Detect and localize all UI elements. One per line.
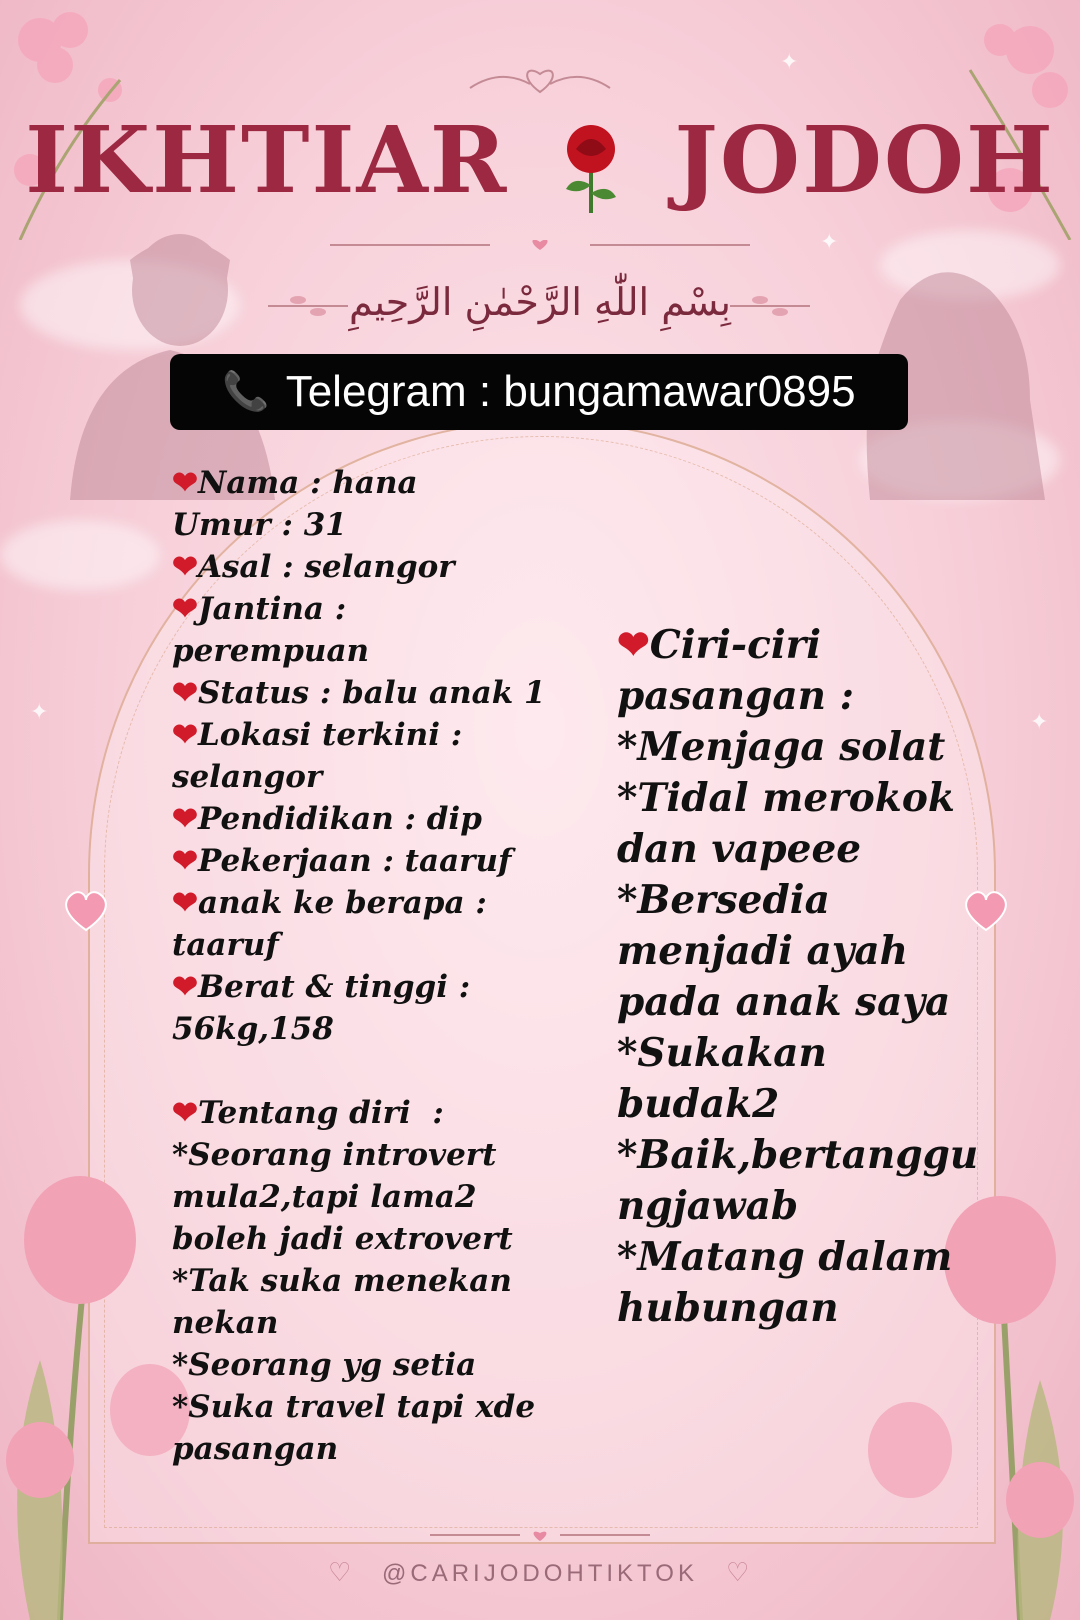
criteria-line: [617, 1130, 979, 1181]
criteria-text: budak2: [617, 1081, 780, 1127]
criteria-line: [617, 875, 957, 926]
criteria-line: [617, 671, 957, 722]
criteria-line: [617, 1181, 957, 1232]
spacer: [172, 1050, 552, 1092]
criteria-line: [617, 926, 957, 977]
heart-icon: ❤: [172, 465, 198, 501]
about-line: [172, 1428, 552, 1470]
profile-line: [172, 462, 552, 504]
cloud: [0, 520, 160, 590]
criteria-text: *Tidal merokok: [617, 775, 955, 821]
heart-icon: ❤: [172, 969, 198, 1005]
profile-text: 56kg,158: [172, 1011, 334, 1047]
criteria-line: [617, 773, 957, 824]
sparkle-icon: ✦: [30, 700, 49, 725]
criteria-text: *Menjaga solat: [617, 724, 946, 770]
heart-ornament-icon: [460, 58, 620, 98]
profile-line: [172, 630, 552, 672]
heart-icon: ❤: [172, 1095, 198, 1131]
profile-line: [172, 756, 552, 798]
sparkle-icon: ✦: [780, 50, 799, 75]
criteria-line: [617, 1079, 957, 1130]
about-line: [172, 1302, 552, 1344]
profile-line: [172, 1008, 552, 1050]
sparkle-icon: ✦: [1030, 710, 1049, 735]
telegram-text: Telegram : bungamawar0895: [285, 367, 856, 416]
title-right: JODOH: [674, 106, 1055, 214]
heart-icon: ❤: [172, 591, 198, 627]
profile-line: [172, 504, 552, 546]
profile-text: anak ke berapa :: [197, 885, 487, 921]
title-divider: [330, 240, 750, 250]
criteria-line: [617, 977, 957, 1028]
about-list: [172, 1092, 552, 1470]
about-line: [172, 1344, 552, 1386]
criteria-list: [617, 620, 979, 1334]
profile-line: [172, 840, 552, 882]
partner-criteria: [617, 620, 979, 1334]
criteria-text: *Matang dalam: [617, 1234, 953, 1280]
about-text: mula2,tapi lama2: [172, 1179, 477, 1215]
rose-icon: [556, 123, 626, 213]
profile-text: perempuan: [172, 633, 370, 669]
about-line: [172, 1386, 552, 1428]
phone-icon: 📞: [222, 371, 270, 413]
about-text: *Seorang introvert: [172, 1137, 497, 1173]
profile-text: Umur : 31: [172, 507, 347, 543]
criteria-text: menjadi ayah: [617, 928, 909, 974]
footer-handle: @CARIJODOHTIKTOK: [382, 1560, 698, 1587]
profile-line: [172, 546, 552, 588]
profile-text: Berat & tinggi :: [197, 969, 471, 1005]
profile-text: Pekerjaan : taaruf: [197, 843, 512, 879]
about-text: *Seorang yg setia: [172, 1347, 477, 1383]
about-line: [172, 1218, 552, 1260]
heart-outline-icon: ♡: [328, 1558, 352, 1588]
profile-line: [172, 672, 552, 714]
sparkle-icon: ✦: [820, 230, 839, 255]
about-text: pasangan: [172, 1431, 339, 1467]
criteria-line: [617, 620, 957, 671]
profile-list: [172, 462, 552, 1050]
profile-text: Lokasi terkini :: [197, 717, 463, 753]
heart-icon: ❤: [617, 622, 650, 668]
profile-text: Status : balu anak 1: [197, 675, 546, 711]
profile-text: Jantina :: [197, 591, 347, 627]
heart-icon: ❤: [172, 675, 198, 711]
criteria-line: [617, 1028, 957, 1079]
criteria-line: [617, 824, 957, 875]
heart-icon: ❤: [172, 843, 198, 879]
criteria-text: *Baik,bertanggu: [617, 1132, 979, 1178]
heart-icon: ❤: [172, 549, 198, 585]
criteria-line: [617, 1283, 957, 1334]
profile-details: [172, 462, 552, 1470]
profile-text: taaruf: [172, 927, 279, 963]
heart-icon: [962, 888, 1010, 932]
about-text: Tentang diri :: [197, 1095, 444, 1131]
profile-text: Nama : hana: [197, 465, 418, 501]
telegram-badge: [170, 354, 908, 430]
profile-line: [172, 882, 552, 924]
profile-text: selangor: [172, 759, 323, 795]
about-line: [172, 1260, 552, 1302]
profile-line: [172, 714, 552, 756]
criteria-text: pasangan :: [617, 673, 854, 719]
footer-divider: [430, 1528, 650, 1542]
criteria-text: pada anak saya: [617, 979, 951, 1025]
criteria-line: [617, 722, 957, 773]
criteria-line: [617, 1232, 957, 1283]
heart-icon: [62, 888, 110, 932]
criteria-text: *Sukakan: [617, 1030, 827, 1076]
about-line: [172, 1134, 552, 1176]
about-line: [172, 1092, 552, 1134]
criteria-text: ngjawab: [617, 1183, 799, 1229]
heart-outline-icon: ♡: [726, 1558, 750, 1588]
criteria-text: *Bersedia: [617, 877, 830, 923]
about-text: *Tak suka menekan: [172, 1263, 512, 1299]
title-left: IKHTIAR: [25, 106, 509, 214]
about-text: nekan: [172, 1305, 279, 1341]
page-title: [0, 106, 1080, 214]
criteria-text: hubungan: [617, 1285, 839, 1331]
profile-text: Asal : selangor: [197, 549, 455, 585]
criteria-text: dan vapeee: [617, 826, 862, 872]
heart-icon: ❤: [172, 717, 198, 753]
leaf-ornament-icon: [730, 292, 810, 320]
about-text: *Suka travel tapi xde: [172, 1389, 536, 1425]
profile-line: [172, 924, 552, 966]
about-text: boleh jadi extrovert: [172, 1221, 513, 1257]
about-line: [172, 1176, 552, 1218]
heart-icon: ❤: [172, 801, 198, 837]
profile-line: [172, 966, 552, 1008]
bismillah-text: بِسْمِ اللّٰهِ الرَّحْمٰنِ الرَّحِيمِ: [349, 280, 731, 324]
profile-text: Pendidikan : dip: [197, 801, 482, 837]
criteria-text: Ciri-ciri: [649, 622, 822, 668]
heart-icon: ❤: [172, 885, 198, 921]
profile-line: [172, 798, 552, 840]
profile-line: [172, 588, 552, 630]
